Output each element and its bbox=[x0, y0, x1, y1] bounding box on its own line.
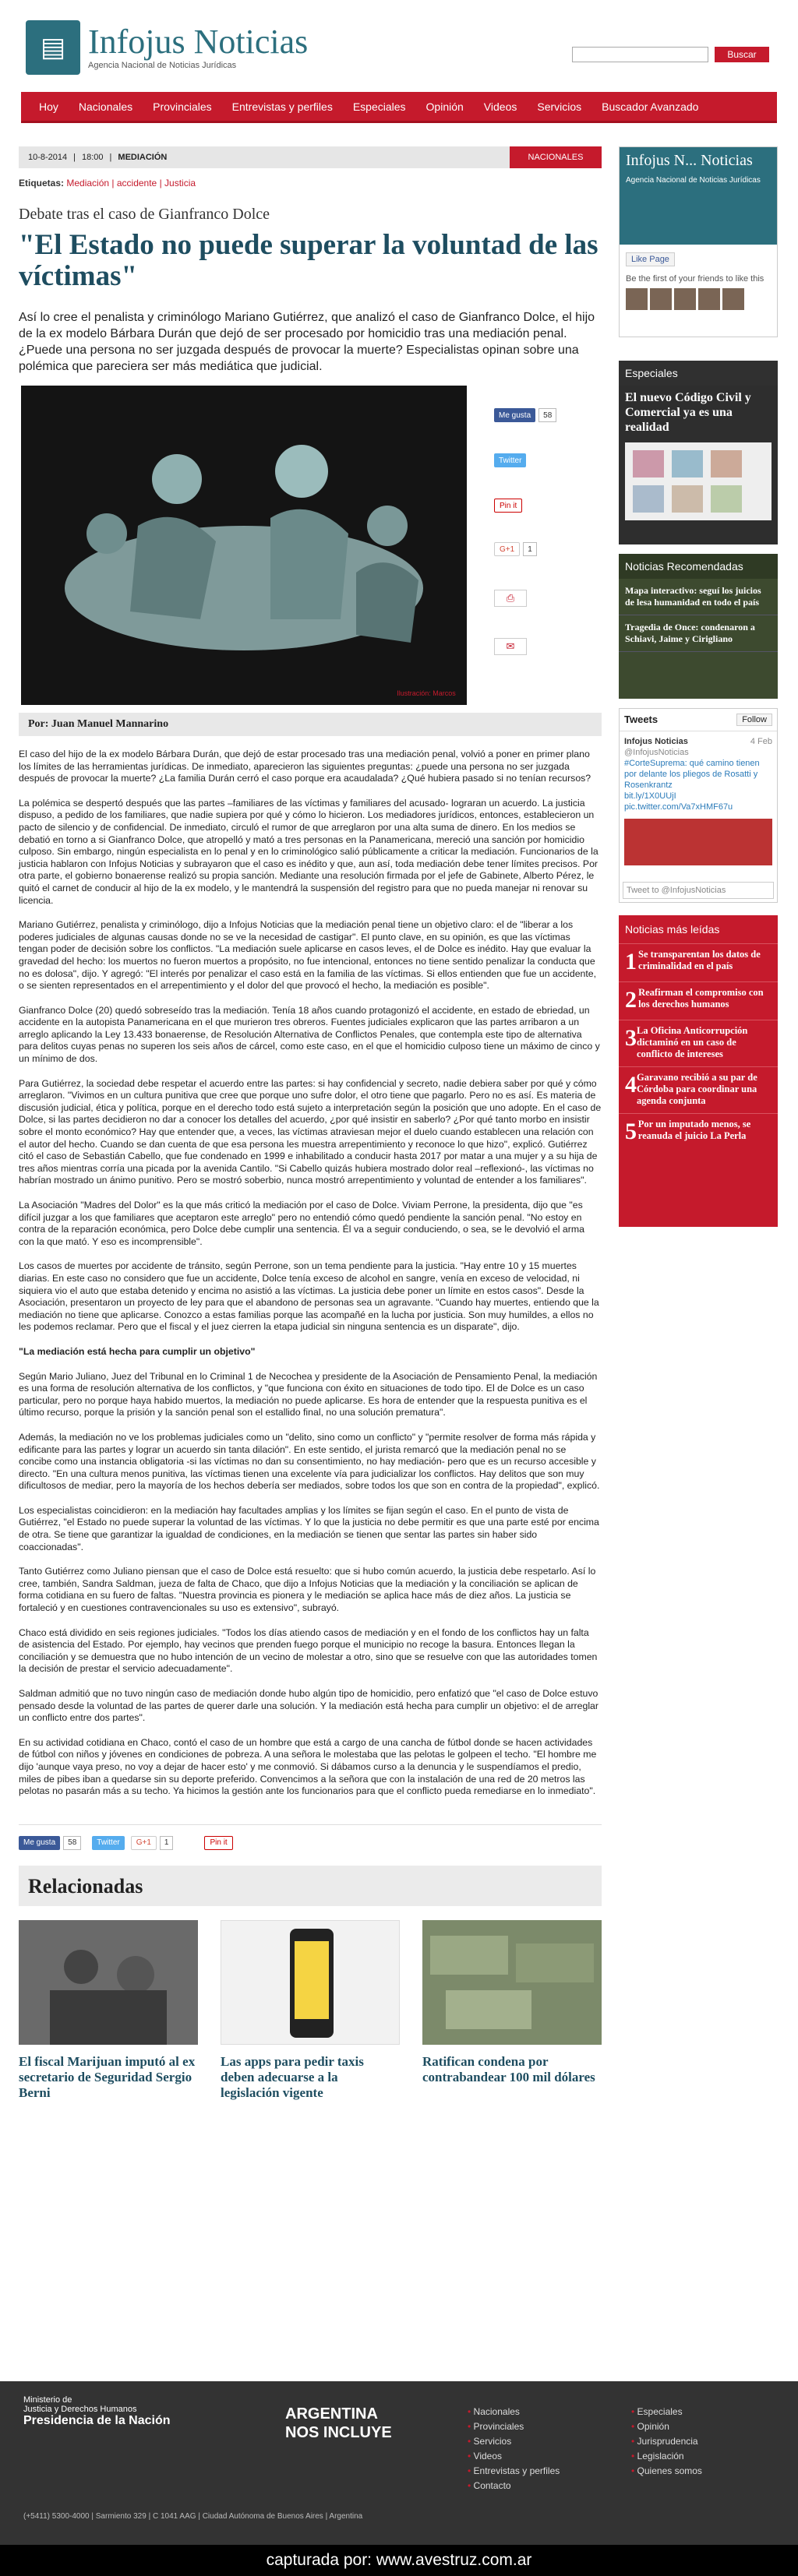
footer-link[interactable]: • Videos bbox=[468, 2449, 560, 2464]
footer-link[interactable]: • Opinión bbox=[631, 2419, 702, 2434]
pinterest-button[interactable]: Pin it bbox=[494, 499, 522, 513]
article-illustration bbox=[21, 386, 467, 705]
fb-like-button-bottom[interactable]: Me gusta bbox=[19, 1836, 60, 1850]
article-date: 10-8-2014 bbox=[28, 153, 68, 162]
tweets-heading: Tweets bbox=[624, 714, 659, 725]
argentina: ARGENTINA bbox=[285, 2405, 378, 2423]
tags-label: Etiquetas: bbox=[19, 178, 65, 189]
related-title[interactable]: Las apps para pedir taxis deben adecuarse a la legislación vigente bbox=[221, 2053, 364, 2100]
article-paragraph: Chaco está dividido en seis regiones judiciales. "Todos los días atiendo casos de mediación y en el fondo de los conflictos hay un falta de asistencia del Estado. Por ejemplo, hay vecinos que prenden fuego porque el municipio no recoge la basura. Entonces llegan la conciliación y se demuestra que no hubo intención de un vecino de molestar a otro, sino que se resuelve con que las autoridades tomen la decisión de prestar el servicio adecuadamente". bbox=[19, 1626, 598, 1675]
article-paragraph: Los especialistas coincidieron: en la mediación hay facultades amplias y los límites se fijan según el caso. En el punto de vista de Gutiérrez, "el Estado no puede superar la voluntad de las víctimas. Y lo que la justicia no debe permitir es que una parte esté por encima de otra. Se tiene que garantizar la igualdad de condiciones, en la mediación se tienen que sentar las partes sin haber sido coaccionadas". bbox=[19, 1504, 599, 1552]
article-time: 18:00 bbox=[82, 153, 104, 162]
nos-incluye: NOS INCLUYE bbox=[285, 2424, 392, 2441]
nav-item[interactable]: Videos bbox=[483, 100, 517, 113]
footer-link[interactable]: • Especiales bbox=[631, 2405, 702, 2419]
article-paragraph: Saldman admitió que no tuvo ningún caso de mediación donde hubo algún tipo de homicidio, pero enfatizó que "el caso de Dolce estuvo pensado desde la voluntad de las partes de querer darle una solución. Y la mediación está hecha para cumplir un objetivo: el de arreglar un conflicto entre dos partes". bbox=[19, 1688, 598, 1724]
twitter-button-bottom[interactable]: Twitter bbox=[92, 1836, 124, 1850]
related-heading: Relacionadas bbox=[19, 1866, 602, 1906]
tweet-user[interactable]: Infojus Noticias bbox=[624, 737, 688, 746]
mas-leidas-box bbox=[619, 915, 778, 1227]
logo-subtitle: Agencia Nacional de Noticias Jurídicas bbox=[88, 61, 237, 70]
pinterest-button-bottom[interactable]: Pin it bbox=[204, 1836, 232, 1850]
mas-leidas-heading: Noticias más leídas bbox=[625, 923, 720, 936]
recomendada-item[interactable]: Mapa interactivo: seguí los juicios de lesa humanidad en todo el país bbox=[619, 579, 778, 615]
related-image[interactable] bbox=[19, 1920, 198, 2045]
gplus-button[interactable]: G+1 bbox=[494, 542, 520, 556]
article-lead: Así lo cree el penalista y criminólogo Mariano Gutiérrez, que analizó el caso de Gianfranco Dolce, el hijo de la ex modelo Bárbara Durán que dejó de ser procesado por homicidio tras una mediación penal. ¿Puede una persona no ser juzgada después de provocar la muerte? Especialistas opinan sobre una polémica que pareciera ser más mediática que judicial. bbox=[19, 311, 595, 373]
logo-name: Infojus Noticias bbox=[88, 23, 309, 61]
fb-text: Be the first of your friends to like this bbox=[626, 274, 764, 284]
recomendada-item[interactable]: Tragedia de Once: condenaron a Schiavi, Jaime y Cirigliano bbox=[619, 615, 778, 652]
search-form bbox=[572, 47, 769, 62]
header bbox=[21, 0, 777, 92]
fb-count: 58 bbox=[538, 408, 556, 422]
presidencia: Presidencia de la Nación bbox=[23, 2414, 171, 2427]
mas-leida-number: 1 bbox=[625, 949, 637, 974]
mas-leida-title[interactable]: Se transparentan los datos de criminalidad en el país bbox=[638, 949, 761, 971]
especiales-title[interactable]: El nuevo Código Civil y Comercial ya es una realidad bbox=[625, 391, 751, 434]
footer-link[interactable]: • Legislación bbox=[631, 2449, 702, 2464]
tag-link[interactable]: accidente bbox=[116, 178, 157, 189]
sidebar bbox=[619, 146, 778, 1227]
illustration-drawing bbox=[21, 386, 467, 705]
nav-item[interactable]: Buscador Avanzado bbox=[602, 100, 699, 113]
article-paragraph: Gianfranco Dolce (20) quedó sobreseído tras la mediación. Tenía 18 años cuando protagonizó el accidente, en estado de ebriedad, un accidente en la autopista Panamericana en el que murieron tres obreros. Fuentes judiciales explicaron que las partes arribaron a un arreglo aplicando la Ley 13.433 bonaerense, de Resolución Alternativa de Conflictos Penales, que contempla este tipo de alternativa para delitos cuyas penas no superen los seis años de cárcel, como este caso, en el que el homicidio culposo tiene un máximo de cinco y un mínimo de dos. bbox=[19, 1004, 600, 1065]
footer-link[interactable]: • Provinciales bbox=[468, 2419, 560, 2434]
article-paragraph: La Asociación "Madres del Dolor" es la que más criticó la mediación por el caso de Dolce. Viviam Perrone, la presidenta, dijo que "es difícil juzgar a los que familiares que aceptaron este arreglo" pero no entendió cómo quedó pendiente la sanción penal. "No estoy en contra de la reparación económica, pero Dolce debe cumplir una sentencia. Él va a seguir conduciendo, o sea, se le devolvió el arma con la que mató. Y eso es incomprensible". bbox=[19, 1200, 584, 1247]
tweet-text: #CorteSuprema: qué camino tienen por delante los pliegos de Rosatti y Rosenkrantz bbox=[624, 759, 760, 790]
nav-item[interactable]: Nacionales bbox=[78, 100, 133, 113]
related-image[interactable] bbox=[221, 1920, 400, 2045]
tweet-date: 4 Feb bbox=[750, 737, 772, 746]
mas-leida-title[interactable]: Garavano recibió a su par de Córdoba para coordinar una agenda conjunta bbox=[637, 1072, 757, 1106]
mas-leida-item[interactable] bbox=[619, 1020, 778, 1066]
email-icon[interactable]: ✉ bbox=[494, 638, 527, 655]
related-item[interactable] bbox=[221, 1920, 400, 2101]
especiales-box[interactable] bbox=[619, 361, 778, 544]
nav-item[interactable]: Opinión bbox=[425, 100, 464, 113]
article-author: Por: Juan Manuel Mannarino bbox=[19, 713, 602, 736]
footer bbox=[0, 2381, 798, 2576]
logo-book-icon: ▤ bbox=[26, 20, 80, 75]
share-column bbox=[494, 386, 602, 655]
mas-leida-title[interactable]: Por un imputado menos, se reanuda el juicio La Perla bbox=[637, 1119, 751, 1141]
article-paragraph: Los casos de muertes por accidente de tránsito, según Perrone, son un tema pendiente para la justicia. "Hay entre 10 y 15 muertes diarias. En este caso no considero que fue un accidente, Dolce tenía exceso de alcohol en sangre, venía en exceso de velocidad, ni siquiera vio el auto que estaba detenido y encima no asistió a las víctimas. La justicia debe poner un límite en estos casos". Desde la Asociación, presentaron un proyecto de ley para que el abandono de personas sea un agravante. "Cuando hay muertes, entiendo que la mediación no tiene que aplicarse. Conozco a estas familias porque las acompañé en la lucha por justicia. Son muy humildes, a ellos no les podemos reclamar. Pero que el fiscal y el juez cierren la etapa judicial sin ninguna sentencia es un disparate", dijo. bbox=[19, 1260, 599, 1333]
tag-link[interactable]: Justicia bbox=[164, 178, 196, 189]
capture-caption: capturada por: www.avestruz.com.ar bbox=[0, 2545, 798, 2576]
especiales-heading: Especiales bbox=[619, 361, 778, 386]
mas-leida-item[interactable] bbox=[619, 1113, 778, 1151]
article-section: MEDIACIÓN bbox=[118, 153, 168, 162]
nav-item[interactable]: Provinciales bbox=[153, 100, 212, 113]
footer-address: (+5411) 5300-4000 | Sarmiento 329 | C 1041 AAG | Ciudad Autónoma de Buenos Aires | Argentina bbox=[23, 2512, 363, 2521]
tags: Etiquetas: Mediación | accidente | Justicia bbox=[19, 178, 196, 189]
article-paragraph: Tanto Gutiérrez como Juliano piensan que el caso de Dolce está resuelto: que si hubo común acuerdo, la justicia debe respetarlo. Así lo cree, también, Sandra Saldman, jueza de falta de Chaco, que dijo a Infojus Noticias que la mediación y la conciliación se aplican de forma cotidiana en su fuero de faltas. "Nuestra provincia es pionera y le mediación se aplica hace más de diez años. La justicia se fortaleció y en cuestiones contravencionales su uso es extensivo", subrayó. bbox=[19, 1566, 596, 1614]
article-body bbox=[19, 749, 602, 1798]
article-paragraph: La polémica se despertó después que las partes –familiares de las víctimas y familiares del acusado- lograran un acuerdo. La justicia dispuso, a pedido de los familiares, que nadie supiera por qué y cómo lo hicieron. Los mediadores jurídicos, entonces, establecieron un pacto de silencio y de confidencial. De inmediato, circuló el rumor de que arreglaron por una alta suma de dinero. En los medios se debatió en torno a si Gianfranco Dolce, que atropelló y mató a tres personas en la Panamericana, mereció una sanción por homicidio culposo. Sin embargo, ningún especialista en lo penal y en lo criminológico salió públicamente a criticar la mediación. Funcionarios de la justicia hablaron con Infojus Noticias y subrayaron que el caso es inédito y que, aun así, toda mediación debe tener límites precisos. Por otra parte, el gobierno bonaerense realizó su propia sanción. Mediante una resolución firmada por el jefe de Gabinete, Alberto Pérez, le quitó el carnet de conducir al hijo de la ex modelo, y le mantendrá la suspensión del registro para que no pueda manejar ni renovar su licencia. bbox=[19, 797, 598, 906]
footer-link[interactable]: • Quienes somos bbox=[631, 2464, 702, 2479]
mas-leida-number: 3 bbox=[625, 1025, 637, 1051]
nav-item[interactable]: Especiales bbox=[352, 100, 406, 113]
footer-ministry[interactable] bbox=[23, 2395, 171, 2428]
fb-page-sub: Agencia Nacional de Noticias Jurídicas bbox=[626, 176, 761, 185]
gplus-count-bottom: 1 bbox=[160, 1836, 174, 1850]
related-image[interactable] bbox=[422, 1920, 602, 2045]
channel-badge[interactable]: NACIONALES bbox=[510, 146, 602, 168]
logo[interactable] bbox=[26, 20, 308, 75]
search-input[interactable] bbox=[572, 47, 708, 62]
gplus-count: 1 bbox=[523, 542, 537, 556]
ministry-small: Ministerio de bbox=[23, 2395, 72, 2405]
nav-item[interactable]: Entrevistas y perfiles bbox=[231, 100, 333, 113]
mas-leida-item[interactable] bbox=[619, 943, 778, 981]
mas-leida-title[interactable]: La Oficina Anticorrupción dictaminó en un caso de conflicto de intereses bbox=[637, 1025, 748, 1059]
main-nav bbox=[21, 92, 777, 123]
article-paragraph: Según Mario Juliano, Juez del Tribunal en lo Criminal 1 de Necochea y presidente de la Asociación de Pensamiento Penal, la mediación es una forma de resolución alternativa de los conflictos, y "que funciona con éxito en situaciones de todo tipo. El de Dolce es un caso particular, pero no porque haya habido muertos, la mediación no puede aplicarse. Es hora de entender que la respuesta punitiva es el último recurso, porque la prisión y la sanción penal son el estallido final, no una solución prematura". bbox=[19, 1370, 598, 1418]
facebook-widget bbox=[619, 146, 778, 337]
article-kicker: Debate tras el caso de Gianfranco Dolce bbox=[19, 206, 270, 223]
related-grid bbox=[19, 1920, 602, 2101]
footer-links-2 bbox=[631, 2405, 702, 2479]
article-paragraph: "La mediación está hecha para cumplir un objetivo" bbox=[19, 1345, 256, 1357]
related-item[interactable] bbox=[422, 1920, 602, 2101]
related-title[interactable]: El fiscal Marijuan imputó al ex secretario de Seguridad Sergio Berni bbox=[19, 2053, 196, 2100]
tweet-input[interactable]: Tweet to @InfojusNoticias bbox=[623, 882, 774, 899]
related-item[interactable] bbox=[19, 1920, 198, 2101]
search-button[interactable]: Buscar bbox=[715, 47, 769, 62]
bottom-share bbox=[19, 1824, 602, 1850]
footer-argentina bbox=[285, 2405, 392, 2442]
nav-item[interactable]: Servicios bbox=[537, 100, 582, 113]
tweet-link[interactable]: bit.ly/1X0UUjI pic.twitter.com/Va7xHMF67u bbox=[624, 791, 733, 812]
twitter-widget bbox=[619, 708, 778, 903]
recomendadas-heading: Noticias Recomendadas bbox=[619, 554, 778, 579]
fb-faces bbox=[620, 284, 777, 315]
mas-leida-item[interactable] bbox=[619, 981, 778, 1020]
tweet-handle: @InfojusNoticias bbox=[624, 748, 689, 757]
ministry-name: Justicia y Derechos Humanos bbox=[23, 2405, 137, 2414]
especiales-image[interactable] bbox=[625, 442, 772, 520]
footer-links-1 bbox=[468, 2405, 560, 2493]
mas-leida-item[interactable] bbox=[619, 1066, 778, 1113]
fb-count-bottom: 58 bbox=[63, 1836, 81, 1850]
fb-page-name[interactable]: Infojus N... Noticias bbox=[626, 152, 753, 169]
footer-link[interactable]: • Nacionales bbox=[468, 2405, 560, 2419]
article-paragraph: Además, la mediación no ve los problemas judiciales como un "delito, sino como un conflicto" y "permite resolver de forma más rápida y edificante para las partes y lograr un acuerdo sin tanta dilación". En este sentido, el jurista remarcó que la mediación penal no se concibe como una instancia obligatoria -si las víctimas no dan su consentimiento, no hay mediación- pero que es un recurso accesible y directo. "En una cultura menos punitiva, las víctimas tienen una excelente vía para judicializar los conflictos. Hay delitos que son muy dificultosos de mediar, pero la mayoría de los hechos debería ser mediados, sobre todos los que son en contra de la propiedad", explicó. bbox=[19, 1431, 600, 1492]
article-paragraph: Para Gutiérrez, la sociedad debe respetar el acuerdo entre las partes: si hay confidencial y secreto, nadie debiera saber por qué y cómo arreglaron. "Vivimos en un cultura punitiva que cree que porque uno sufre dolor, el otro tiene que pagarlo. Pero no es así. Es materia de discusión judicial, ética y política, porque en el derecho todo está sujeto a interpretación según la posición que uno adopte. En el caso de Dolce, si las partes decidieron no dar a conocer los detalles del acuerdo, ¿por qué insistir en saberlo? ¿Por qué tanto morbo en insistir sobre el monto económico? Hay que entender que, a veces, las víctimas atraviesan mejor el duelo cuando establecen una relación con el autor del hecho. Cuando se dan cuenta de que esa persona les muestra arrepentimiento y reconoce lo que hizo", explicó. Gutiérrez citó el caso de Sebastián Cabello, que fue condenado en 1999 e inhabilitado a conducir hasta 2017 por matar a una mujer y a su hija de tres años mientras corría una picada por la avenida Cantilo. "Si Cabello quizás hubiera mostrado dolor real –reflexionó-, las víctimas no habrían mostrado un ánimo punitivo. Pero se mostró soberbio, nunca mostró arrepentimiento y voluntad de entender a los familiares". bbox=[19, 1077, 602, 1186]
tweet-image[interactable] bbox=[624, 819, 772, 865]
footer-link[interactable]: • Jurisprudencia bbox=[631, 2434, 702, 2449]
article-column bbox=[19, 146, 602, 2101]
article-title: "El Estado no puede superar la voluntad de las víctimas" bbox=[19, 229, 598, 292]
fb-like-page-button[interactable]: Like Page bbox=[626, 252, 675, 266]
article-paragraph: El caso del hijo de la ex modelo Bárbara Durán, que dejó de estar procesado tras una mediación penal, volvió a poner en primer plano los límites de las herramientas jurídicas. De inmediato, aparecieron las siguientes preguntas: ¿puede una persona no ser juzgada después de provocar la muerte? ¿La familia Durán cerró el caso porque era acaudalada? ¿Qué hubiera pasado si no tenían recursos? bbox=[19, 749, 591, 784]
twitter-button[interactable]: Twitter bbox=[494, 453, 526, 467]
mas-leida-number: 5 bbox=[625, 1119, 637, 1144]
mas-leida-number: 2 bbox=[625, 987, 637, 1013]
nav-item[interactable]: Hoy bbox=[39, 100, 58, 113]
mas-leida-number: 4 bbox=[625, 1072, 637, 1098]
related-title[interactable]: Ratifican condena por contrabandear 100 mil dólares bbox=[422, 2053, 595, 2084]
mas-leida-title[interactable]: Reafirman el compromiso con los derechos humanos bbox=[638, 987, 764, 1010]
article-paragraph: Mariano Gutiérrez, penalista y criminólogo, dijo a Infojus Noticias que la mediación penal tiene un objetivo claro: el de "liberar a los poderes judiciales de algunas causas donde no se ve la necesidad de castigar". El punto clave, en su opinión, es que las víctimas tengan poder de decisión sobre los conflictos. "La mediación suele aplicarse en casos leves, el de Dolce es inédito. Hay que evaluar la gravedad del hecho: los muertos no fueron muertos a propósito, no fue intencional, entonces no tiene sentido penalizar la conducta que no es dolosa", dijo. Y agregó: "El interés por penalizar el caso está en la familia de las víctimas. Si ellos entienden que fue un accidente, o se sienten representados en el arrepentimiento y el dolor del que provocó el hecho, la mediación es posible". bbox=[19, 919, 597, 992]
footer-link[interactable]: • Contacto bbox=[468, 2479, 560, 2493]
illustration-credit: Ilustración: Marcos bbox=[397, 689, 456, 697]
recomendadas-box bbox=[619, 554, 778, 699]
footer-link[interactable]: • Servicios bbox=[468, 2434, 560, 2449]
footer-link[interactable]: • Entrevistas y perfiles bbox=[468, 2464, 560, 2479]
fb-like-button[interactable]: Me gusta bbox=[494, 408, 535, 422]
print-icon[interactable]: ⎙ bbox=[494, 590, 527, 607]
meta-bar: 10-8-2014 | 18:00 | MEDIACIÓN NACIONALES bbox=[19, 146, 602, 168]
follow-button[interactable]: Follow bbox=[736, 714, 772, 726]
gplus-button-bottom[interactable]: G+1 bbox=[131, 1836, 157, 1850]
tag-link[interactable]: Mediación bbox=[66, 178, 110, 189]
article-paragraph: En su actividad cotidiana en Chaco, contó el caso de un hombre que está a cargo de una cancha de fútbol donde se hacen actividades de fútbol con niños y jóvenes en condiciones de pobreza. A una señora le molestaba que las pelotas le golpeen el techo. "El hombre me dijo 'aunque vaya preso, no voy a dejar de hacer esto' y me conmovió. Si dábamos curso a la denuncia y le suspendíamos el predio, miles de pibes iban a quedarse sin su deporte preferido. Convencimos a la señora que con la instalación de una red de 20 metros las pelotas no pasarán más a su techo. Ya hicimos la gestión ante los funcionarios para que el conflicto pueda remediarse en lo inmediato". bbox=[19, 1736, 597, 1797]
